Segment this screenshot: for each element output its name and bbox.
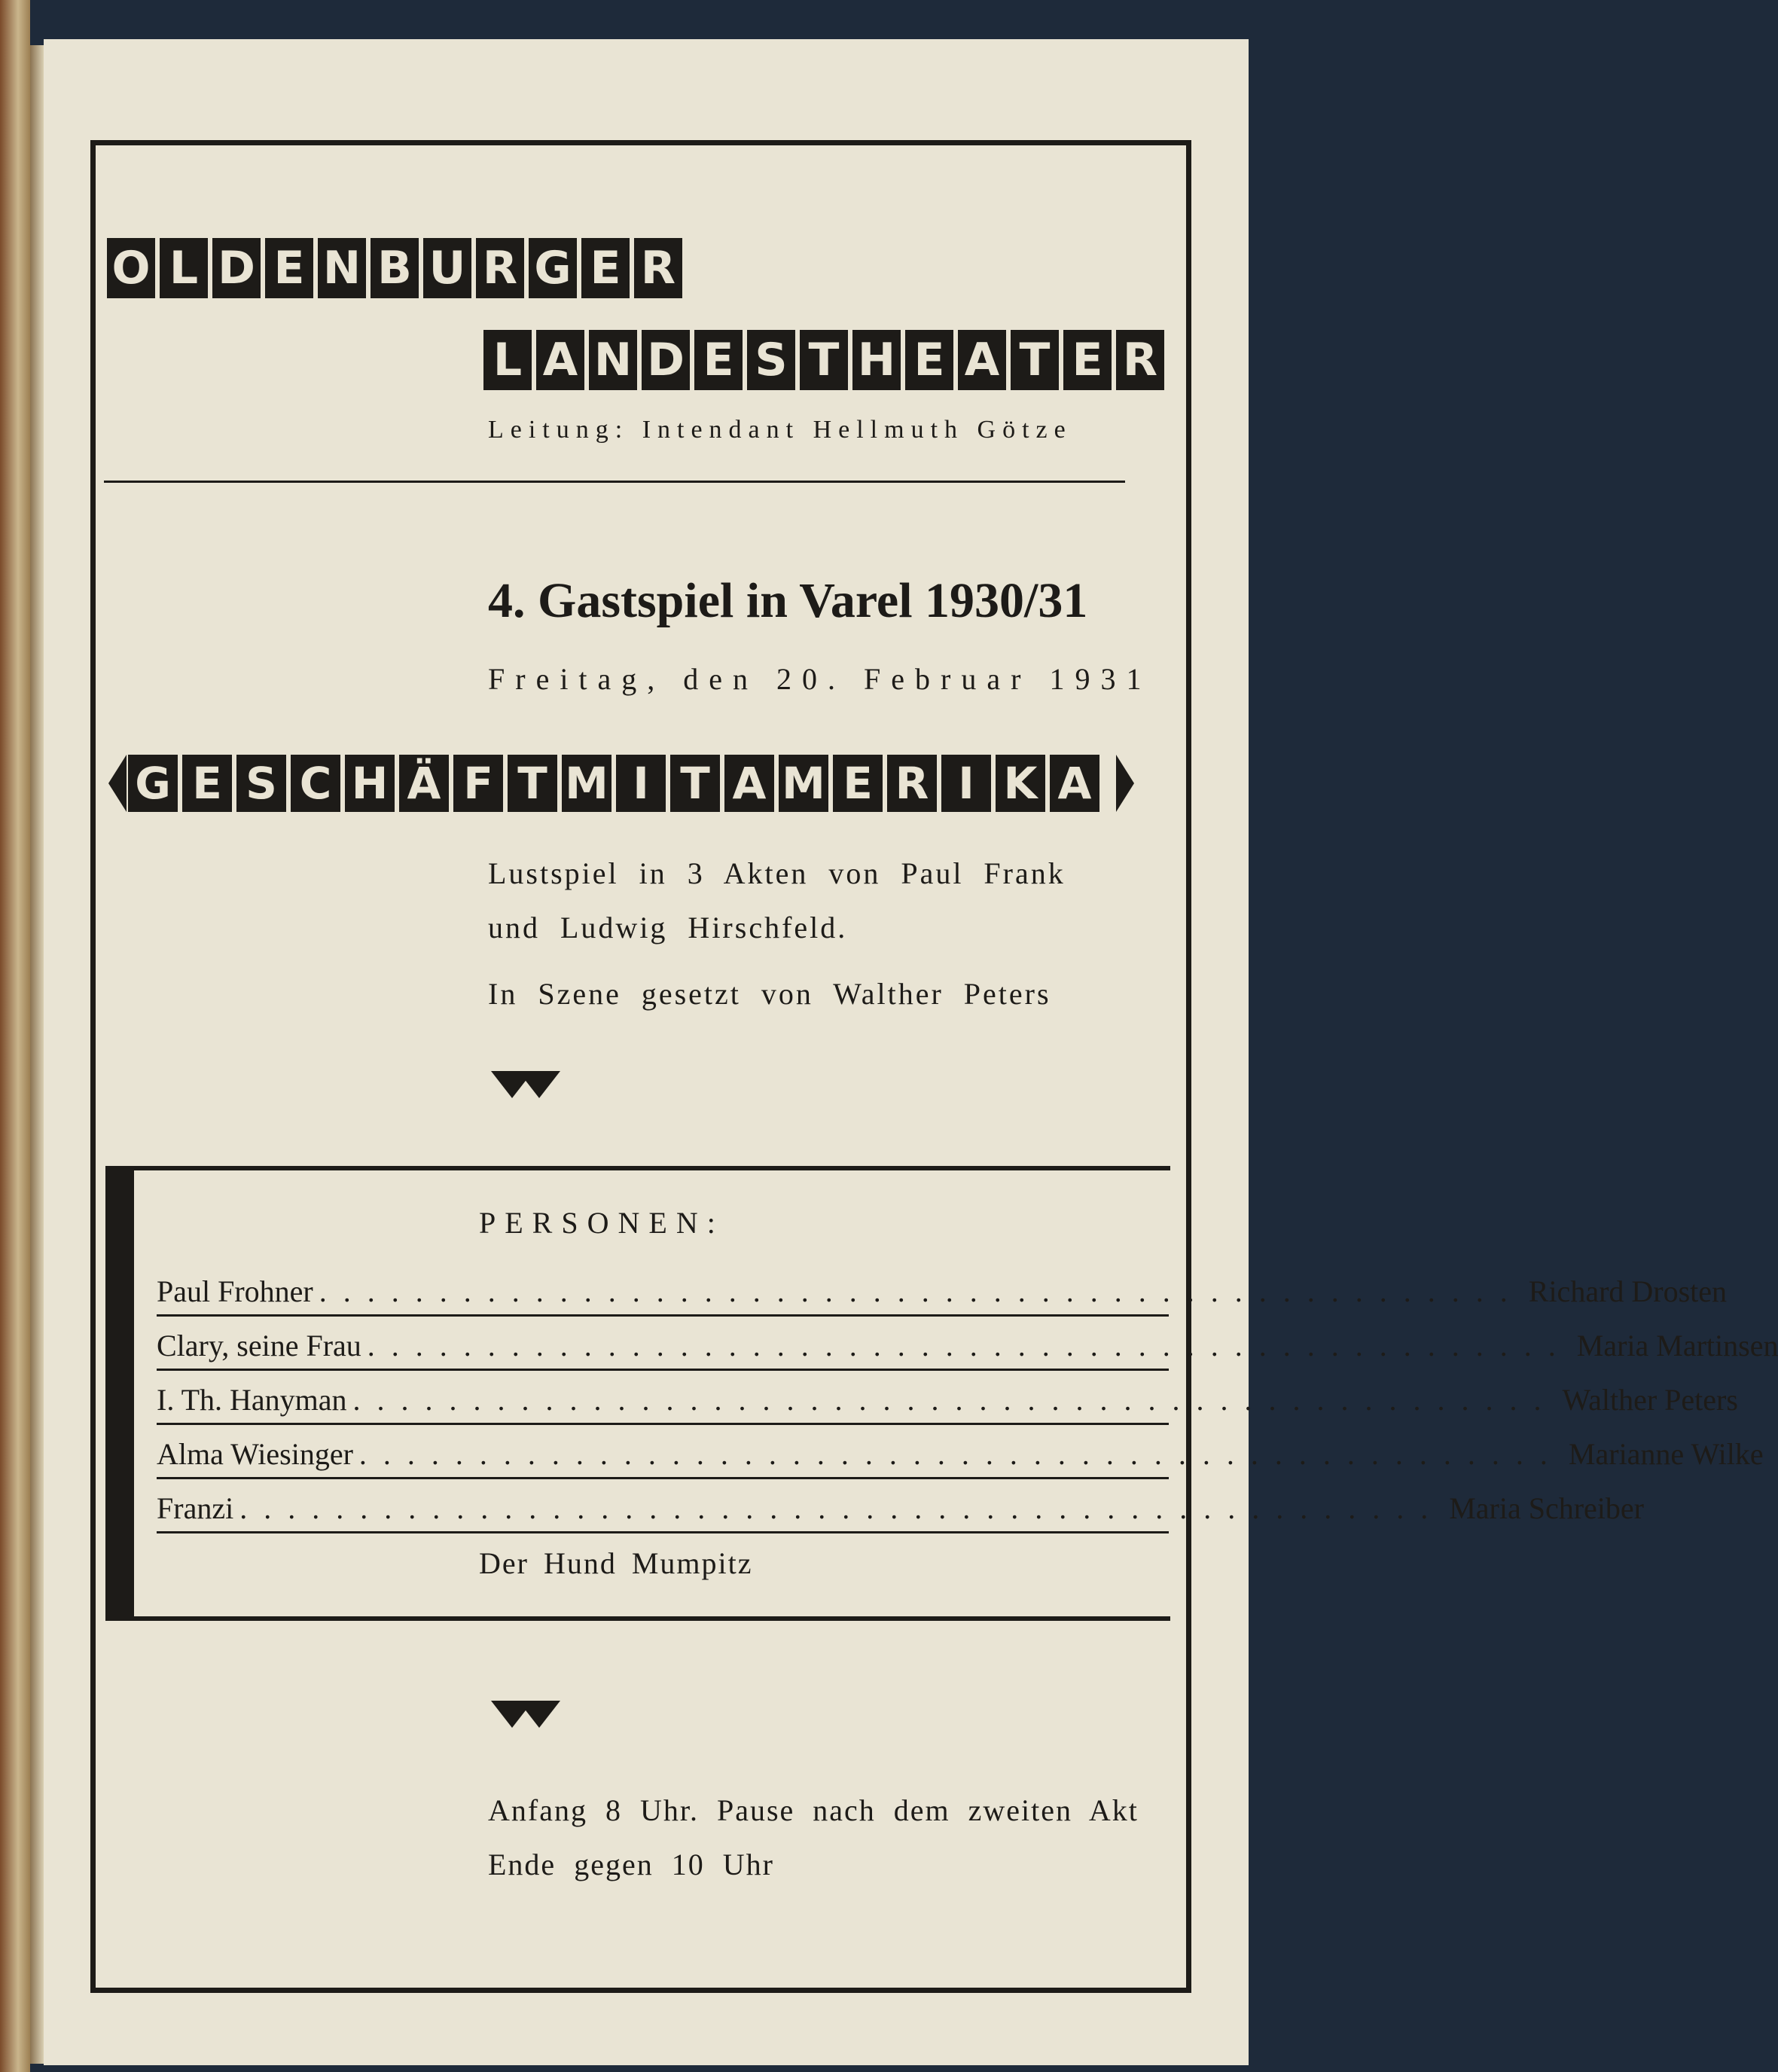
- letter-tile: R: [634, 238, 682, 298]
- cast-actor: Marianne Wilke: [1568, 1437, 1764, 1471]
- cast-row: [157, 1422, 1764, 1472]
- schedule-line2: Ende gegen 10 Uhr: [488, 1848, 774, 1881]
- letter-tile: O: [107, 238, 155, 298]
- letter-tile: E: [833, 755, 883, 812]
- cast-side-bar: [105, 1167, 134, 1621]
- letter-tile: M: [779, 755, 828, 812]
- letter-tile: L: [483, 330, 532, 390]
- cast-role: Franzi: [157, 1491, 234, 1525]
- letter-tile: A: [1050, 755, 1099, 812]
- letter-tile: L: [160, 238, 208, 298]
- arrow-down-icon: [518, 1701, 560, 1728]
- schedule-line1: Anfang 8 Uhr. Pause nach dem zweiten Akt: [488, 1793, 1139, 1827]
- cast-leader-dots: ..................................................: [358, 1437, 1564, 1471]
- letter-tile: E: [182, 755, 232, 812]
- play-title: [128, 755, 1104, 812]
- cast-bottom-rule: [105, 1616, 1170, 1621]
- arrow-down-icon: [518, 1071, 560, 1098]
- letter-tile: A: [724, 755, 774, 812]
- letter-tile: B: [371, 238, 419, 298]
- cast-actor: Walther Peters: [1562, 1383, 1738, 1417]
- letter-tile: N: [589, 330, 637, 390]
- cast-actor: Maria Schreiber: [1449, 1491, 1644, 1525]
- letter-tile: R: [887, 755, 937, 812]
- letter-tile: E: [905, 330, 953, 390]
- title-flag-right: [1116, 755, 1134, 812]
- cast-role: I. Th. Hanyman: [157, 1383, 347, 1417]
- letter-tile: A: [958, 330, 1006, 390]
- letter-tile: F: [453, 755, 503, 812]
- event-heading: 4. Gastspiel in Varel 1930/31: [488, 573, 1088, 628]
- letter-tile: U: [423, 238, 471, 298]
- org-name-line1: [107, 238, 687, 298]
- letter-tile: S: [236, 755, 286, 812]
- letter-tile: H: [345, 755, 395, 812]
- cast-role: Alma Wiesinger: [157, 1437, 353, 1471]
- cast-role: Clary, seine Frau: [157, 1329, 361, 1363]
- letter-tile: I: [616, 755, 666, 812]
- cast-row: [157, 1259, 1728, 1309]
- letter-tile: K: [996, 755, 1045, 812]
- letter-tile: Ä: [399, 755, 449, 812]
- org-name-line2: [483, 330, 1169, 390]
- event-date: Freitag, den 20. Februar 1931: [488, 662, 1152, 696]
- cast-role: Paul Frohner: [157, 1274, 313, 1308]
- letter-tile: R: [476, 238, 524, 298]
- page-edge: [30, 45, 44, 2064]
- book-spine: [0, 0, 30, 2072]
- cast-leader-dots: ..................................................: [367, 1329, 1572, 1363]
- letter-tile: E: [265, 238, 313, 298]
- letter-tile: T: [670, 755, 720, 812]
- letter-tile: T: [1011, 330, 1059, 390]
- cast-actor: Maria Martinsen: [1576, 1329, 1778, 1363]
- letter-tile: M: [562, 755, 611, 812]
- direction-text: Leitung: Intendant Hellmuth Götze: [488, 416, 1072, 444]
- letter-tile: E: [1063, 330, 1112, 390]
- letter-tile: E: [581, 238, 630, 298]
- cast-leader-dots: ..................................................: [319, 1274, 1524, 1308]
- header-divider: [104, 481, 1125, 483]
- cast-row: [157, 1368, 1738, 1417]
- cast-leader-dots: ..................................................: [352, 1383, 1558, 1417]
- cast-row: [157, 1314, 1778, 1363]
- letter-tile: E: [694, 330, 743, 390]
- play-genre-line2: und Ludwig Hirschfeld.: [488, 911, 848, 944]
- cast-leader-dots: ..................................................: [239, 1491, 1445, 1525]
- play-staging: In Szene gesetzt von Walther Peters: [488, 977, 1051, 1011]
- letter-tile: C: [291, 755, 340, 812]
- letter-tile: I: [941, 755, 991, 812]
- cast-row: [157, 1476, 1644, 1526]
- letter-tile: T: [508, 755, 557, 812]
- title-flag-left: [108, 755, 127, 812]
- letter-tile: N: [318, 238, 366, 298]
- letter-tile: R: [1116, 330, 1164, 390]
- letter-tile: D: [642, 330, 690, 390]
- play-genre-line1: Lustspiel in 3 Akten von Paul Frank: [488, 856, 1066, 890]
- cast-actor: Richard Drosten: [1528, 1274, 1728, 1308]
- letter-tile: G: [128, 755, 178, 812]
- cast-extra: Der Hund Mumpitz: [479, 1546, 753, 1580]
- cast-top-rule: [105, 1166, 1170, 1170]
- letter-tile: G: [529, 238, 577, 298]
- letter-tile: T: [800, 330, 848, 390]
- program-page: [44, 39, 1778, 2065]
- letter-tile: D: [212, 238, 261, 298]
- letter-tile: A: [536, 330, 584, 390]
- cast-heading: PERSONEN:: [479, 1206, 724, 1240]
- letter-tile: H: [852, 330, 901, 390]
- letter-tile: S: [747, 330, 795, 390]
